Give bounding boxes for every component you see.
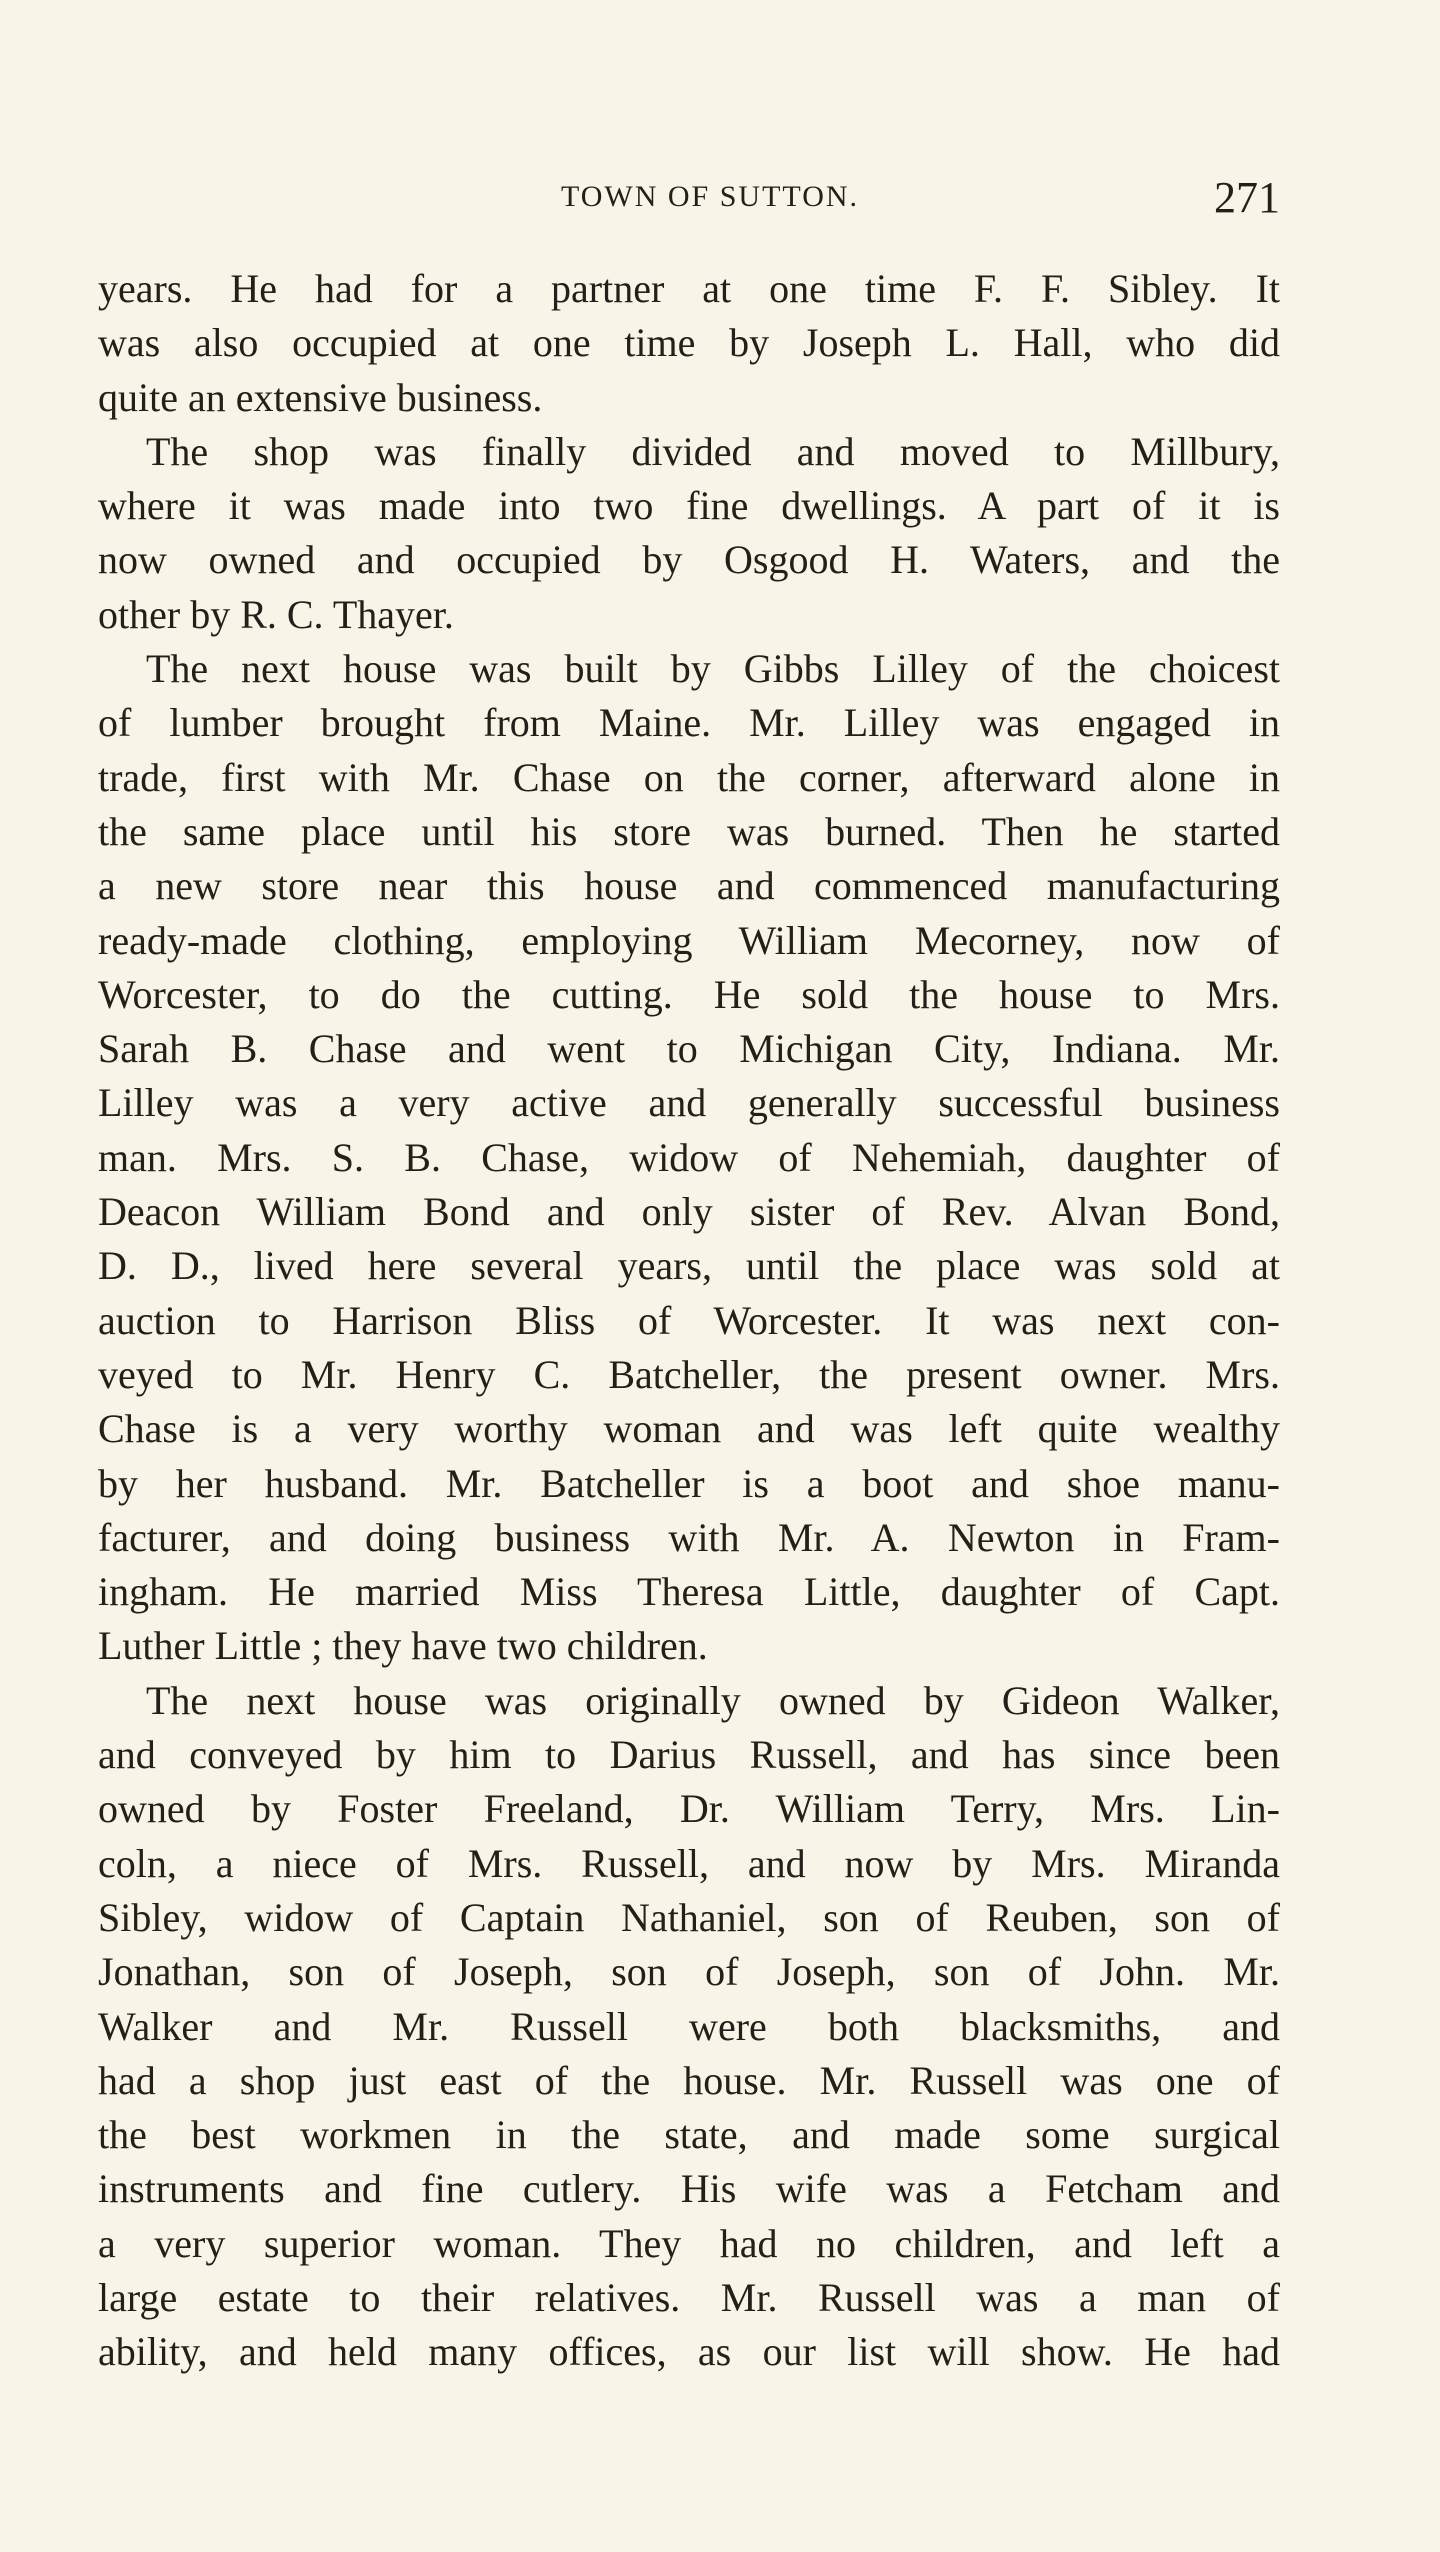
text-line: was also occupied at one time by Joseph L. Hall, who did bbox=[98, 320, 1280, 366]
text-line: where it was made into two fine dwellings. A part of it is bbox=[98, 483, 1280, 529]
text-line: now owned and occupied by Osgood H. Waters, and the bbox=[98, 537, 1280, 583]
text-line: and conveyed by him to Darius Russell, and has since been bbox=[98, 1732, 1280, 1778]
text-line: owned by Foster Freeland, Dr. William Terry, Mrs. Lin- bbox=[98, 1786, 1280, 1832]
page-number: 271 bbox=[1214, 173, 1280, 222]
text-line: ability, and held many offices, as our list will show. He had bbox=[98, 2329, 1280, 2375]
text-line: trade, first with Mr. Chase on the corner, afterward alone in bbox=[98, 754, 1280, 800]
text-line: large estate to their relatives. Mr. Russell was a man of bbox=[98, 2274, 1280, 2320]
text-line: quite an extensive business. bbox=[98, 374, 543, 420]
text-line: a very superior woman. They had no children, and left a bbox=[98, 2220, 1280, 2266]
body-text bbox=[98, 262, 1280, 2380]
text-line: years. He had for a partner at one time F. F. Sibley. It bbox=[98, 266, 1280, 311]
text-line: veyed to Mr. Henry C. Batcheller, the present owner. Mrs. bbox=[98, 1351, 1280, 1397]
text-line: Sarah B. Chase and went to Michigan City, Indiana. Mr. bbox=[98, 1026, 1280, 1072]
text-line: ingham. He married Miss Theresa Little, daughter of Capt. bbox=[98, 1569, 1280, 1615]
text-line: Worcester, to do the cutting. He sold the house to Mrs. bbox=[98, 971, 1280, 1017]
text-line: D. D., lived here several years, until the place was sold at bbox=[98, 1243, 1280, 1289]
text-line: ready-made clothing, employing William Mecorney, now of bbox=[98, 917, 1280, 963]
text-line: Jonathan, son of Joseph, son of Joseph, son of John. Mr. bbox=[98, 1949, 1280, 1995]
text-line: Deacon William Bond and only sister of Rev. Alvan Bond, bbox=[98, 1189, 1280, 1235]
running-title: TOWN OF SUTTON. bbox=[560, 180, 860, 213]
text-line: the same place until his store was burned. Then he started bbox=[98, 808, 1280, 854]
text-line: Walker and Mr. Russell were both blacksmiths, and bbox=[98, 2003, 1280, 2049]
text-line: Luther Little ; they have two children. bbox=[98, 1623, 708, 1669]
paragraph-start-line: The next house was originally owned by Gideon Walker, bbox=[146, 1677, 1280, 1723]
text-line: facturer, and doing business with Mr. A. Newton in Fram- bbox=[98, 1514, 1280, 1560]
text-line: Sibley, widow of Captain Nathaniel, son of Reuben, son of bbox=[98, 1894, 1280, 1940]
text-line: had a shop just east of the house. Mr. Russell was one of bbox=[98, 2057, 1280, 2103]
text-line: the best workmen in the state, and made some surgical bbox=[98, 2112, 1280, 2158]
text-line: by her husband. Mr. Batcheller is a boot and shoe manu- bbox=[98, 1460, 1280, 1506]
text-line: coln, a niece of Mrs. Russell, and now by Mrs. Miranda bbox=[98, 1840, 1280, 1886]
paragraph-start-line: The next house was built by Gibbs Lilley of the choicest bbox=[146, 646, 1280, 692]
text-line: of lumber brought from Maine. Mr. Lilley was engaged in bbox=[98, 700, 1280, 746]
text-line: a new store near this house and commenced manufacturing bbox=[98, 863, 1280, 909]
text-line: auction to Harrison Bliss of Worcester. It was next con- bbox=[98, 1297, 1280, 1343]
text-line: Lilley was a very active and generally successful business bbox=[98, 1080, 1280, 1126]
text-line: other by R. C. Thayer. bbox=[98, 591, 454, 637]
paragraph-start-line: The shop was finally divided and moved to Millbury, bbox=[146, 428, 1280, 474]
text-line: instruments and fine cutlery. His wife was a Fetcham and bbox=[98, 2166, 1280, 2212]
text-line: man. Mrs. S. B. Chase, widow of Nehemiah, daughter of bbox=[98, 1134, 1280, 1180]
running-head bbox=[140, 172, 1280, 222]
text-line: Chase is a very worthy woman and was left quite wealthy bbox=[98, 1406, 1280, 1452]
